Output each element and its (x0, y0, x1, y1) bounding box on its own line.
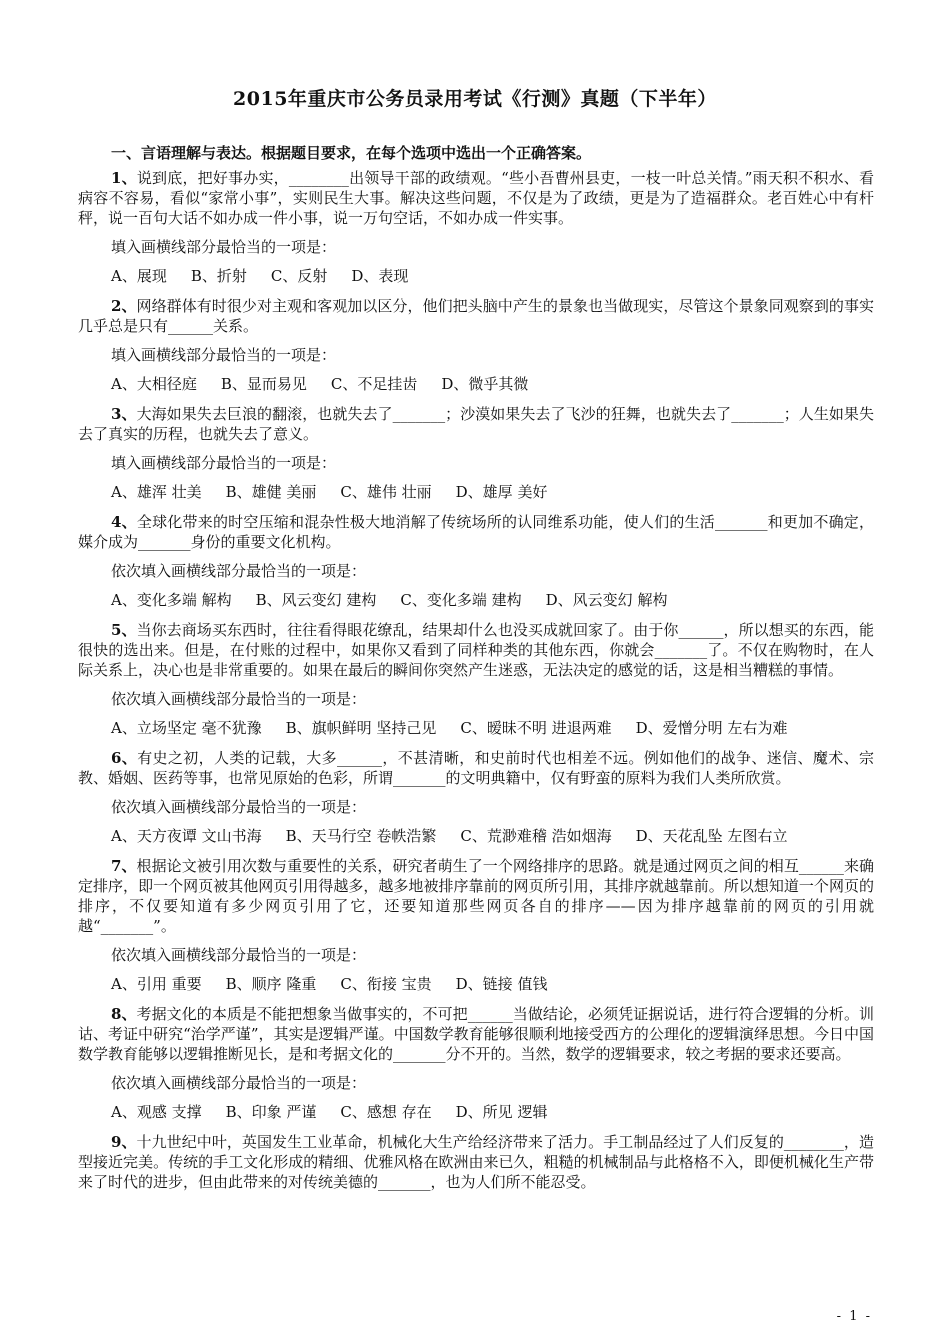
option: C、反射 (270, 267, 328, 285)
question-text: 网络群体有时很少对主观和客观加以区分，他们把头脑中产生的景象也当做现实，尽管这个景象同观察到的事实几乎总是只有______关系。 (78, 297, 874, 335)
page-number: - 1 - (836, 1309, 872, 1324)
option: C、感想 存在 (340, 1103, 432, 1121)
option: D、风云变幻 解构 (545, 591, 668, 609)
question-instruction: 填入画横线部分最恰当的一项是： (111, 238, 337, 256)
option: A、引用 重要 (111, 975, 202, 993)
option: B、显而易见 (220, 375, 307, 393)
option: A、天方夜谭 文山书海 (111, 827, 262, 845)
question-8 (78, 1004, 874, 1064)
option: A、雄浑 壮美 (111, 483, 202, 501)
question-number: 4、 (111, 513, 137, 531)
option: B、折射 (190, 267, 247, 285)
question-text: 说到底，把好事办实，________出领导干部的政绩观。“些小吾曹州县吏，一枝一叶总关情。”雨天积不积水、看病容不容易，看似“家常小事”，实则民生大事。解决这些问题，不仅是为了政绩，更是为了造福群众。老百姓心中有杆秤，说一百句大话不如办成一件小事，说一万句空话，不如办成一件实事。 (78, 169, 874, 227)
option: D、微乎其微 (441, 375, 529, 393)
options-row (78, 826, 874, 846)
option: C、雄伟 壮丽 (340, 483, 432, 501)
options-row (78, 1102, 874, 1122)
question-text: 有史之初，人类的记载，大多______，不甚清晰，和史前时代也相差不远。例如他们的战争、迷信、魔术、宗教、婚姻、医药等事，也常见原始的色彩，所谓_______的文明典籍中，仅有野蛮的原料为我们人类所欣赏。 (78, 749, 874, 787)
question-5 (78, 620, 874, 680)
options-row (78, 482, 874, 502)
question-instruction: 填入画横线部分最恰当的一项是： (111, 454, 337, 472)
options-row (78, 374, 874, 394)
question-number: 6、 (111, 749, 138, 767)
options-row (78, 590, 874, 610)
option: B、印象 严谨 (225, 1103, 317, 1121)
option: B、旗帜鲜明 坚持己见 (285, 719, 437, 737)
question-number: 1、 (111, 169, 137, 187)
question-number: 9、 (111, 1133, 137, 1151)
option: A、立场坚定 毫不犹豫 (111, 719, 262, 737)
question-text: 大海如果失去巨浪的翻滚，也就失去了_______；沙漠如果失去了飞沙的狂舞，也就失去了_______；人生如果失去了真实的历程，也就失去了意义。 (78, 405, 874, 443)
option: A、大相径庭 (111, 375, 197, 393)
option: D、表现 (351, 267, 409, 285)
question-number: 5、 (111, 621, 137, 639)
option: B、风云变幻 建构 (255, 591, 377, 609)
question-7 (78, 856, 874, 936)
question-9 (78, 1132, 874, 1192)
question-4 (78, 512, 874, 552)
question-6 (78, 748, 874, 788)
question-instruction: 依次填入画横线部分最恰当的一项是： (111, 946, 367, 964)
option: B、顺序 隆重 (225, 975, 317, 993)
option: A、展现 (111, 267, 167, 285)
option: D、所见 逻辑 (455, 1103, 548, 1121)
question-instruction: 依次填入画横线部分最恰当的一项是： (111, 690, 367, 708)
questions-body (78, 168, 874, 1201)
question-2 (78, 296, 874, 336)
options-row (78, 974, 874, 994)
question-number: 8、 (111, 1005, 137, 1023)
option: C、荒渺难稽 浩如烟海 (460, 827, 612, 845)
options-row (78, 266, 874, 286)
question-number: 2、 (111, 297, 137, 315)
option: B、雄健 美丽 (225, 483, 317, 501)
question-instruction: 填入画横线部分最恰当的一项是： (111, 346, 337, 364)
page-title: 2015年重庆市公务员录用考试《行测》真题（下半年） (233, 88, 717, 110)
question-text: 全球化带来的时空压缩和混杂性极大地消解了传统场所的认同维系功能，使人们的生活_______和更加不确定，媒介成为_______身份的重要文化机构。 (78, 513, 874, 551)
question-1 (78, 168, 874, 228)
question-text: 考据文化的本质是不能把想象当做事实的，不可把______当做结论，必须凭证据说话，进行符合逻辑的分析。训诂、考证中研究“治学严谨”，其实是逻辑严谨。中国数学教育能够很顺利地接受西方的公理化的逻辑演绎思想。今日中国数学教育能够以逻辑推断见长，是和考据文化的_______分不开的。当然，数学的逻辑要求，较之考据的要求还要高。 (78, 1005, 874, 1063)
question-instruction: 依次填入画横线部分最恰当的一项是： (111, 562, 367, 580)
option: D、链接 值钱 (455, 975, 548, 993)
question-text: 当你去商场买东西时，往往看得眼花缭乱，结果却什么也没买成就回家了。由于你______，所以想买的东西，能很快的选出来。但是，在付账的过程中，如果你又看到了同样种类的其他东西，你就会_______了。不仅在购物时，在人际关系上，决心也是非常重要的。如果在最后的瞬间你突然产生迷惑，无法决定的感觉的话，这是相当糟糕的事情。 (78, 621, 874, 679)
option: C、变化多端 建构 (400, 591, 522, 609)
question-number: 7、 (111, 857, 137, 875)
section-heading: 一、言语理解与表达。根据题目要求，在每个选项中选出一个正确答案。 (111, 144, 592, 162)
option: B、天马行空 卷帙浩繁 (285, 827, 437, 845)
option: A、变化多端 解构 (111, 591, 232, 609)
question-number: 3、 (111, 405, 137, 423)
option: D、天花乱坠 左图右立 (635, 827, 788, 845)
question-text: 十九世纪中叶，英国发生工业革命，机械化大生产给经济带来了活力。手工制品经过了人们反复的________，造型接近完美。传统的手工文化形成的精细、优雅风格在欧洲由来已久，粗糙的机械制品与此格格不入，即便机械化生产带来了时代的进步，但由此带来的对传统美德的_______，也为人们所不能忍受。 (78, 1133, 874, 1191)
question-instruction: 依次填入画横线部分最恰当的一项是： (111, 798, 367, 816)
option: C、衔接 宝贵 (340, 975, 432, 993)
option: D、雄厚 美好 (455, 483, 548, 501)
option: D、爱憎分明 左右为难 (635, 719, 788, 737)
question-text: 根据论文被引用次数与重要性的关系，研究者萌生了一个网络排序的思路。就是通过网页之间的相互______来确定排序，即一个网页被其他网页引用得越多，越多地被排序靠前的网页所引用，其排序就越靠前。所以想知道一个网页的排序，不仅要知道有多少网页引用了它，还要知道那些网页各自的排序——因为排序越靠前的网页的引用就越“_______”。 (78, 857, 874, 935)
option: A、观感 支撑 (111, 1103, 202, 1121)
options-row (78, 718, 874, 738)
question-3 (78, 404, 874, 444)
option: C、暧昧不明 进退两难 (460, 719, 612, 737)
option: C、不足挂齿 (330, 375, 418, 393)
question-instruction: 依次填入画横线部分最恰当的一项是： (111, 1074, 367, 1092)
